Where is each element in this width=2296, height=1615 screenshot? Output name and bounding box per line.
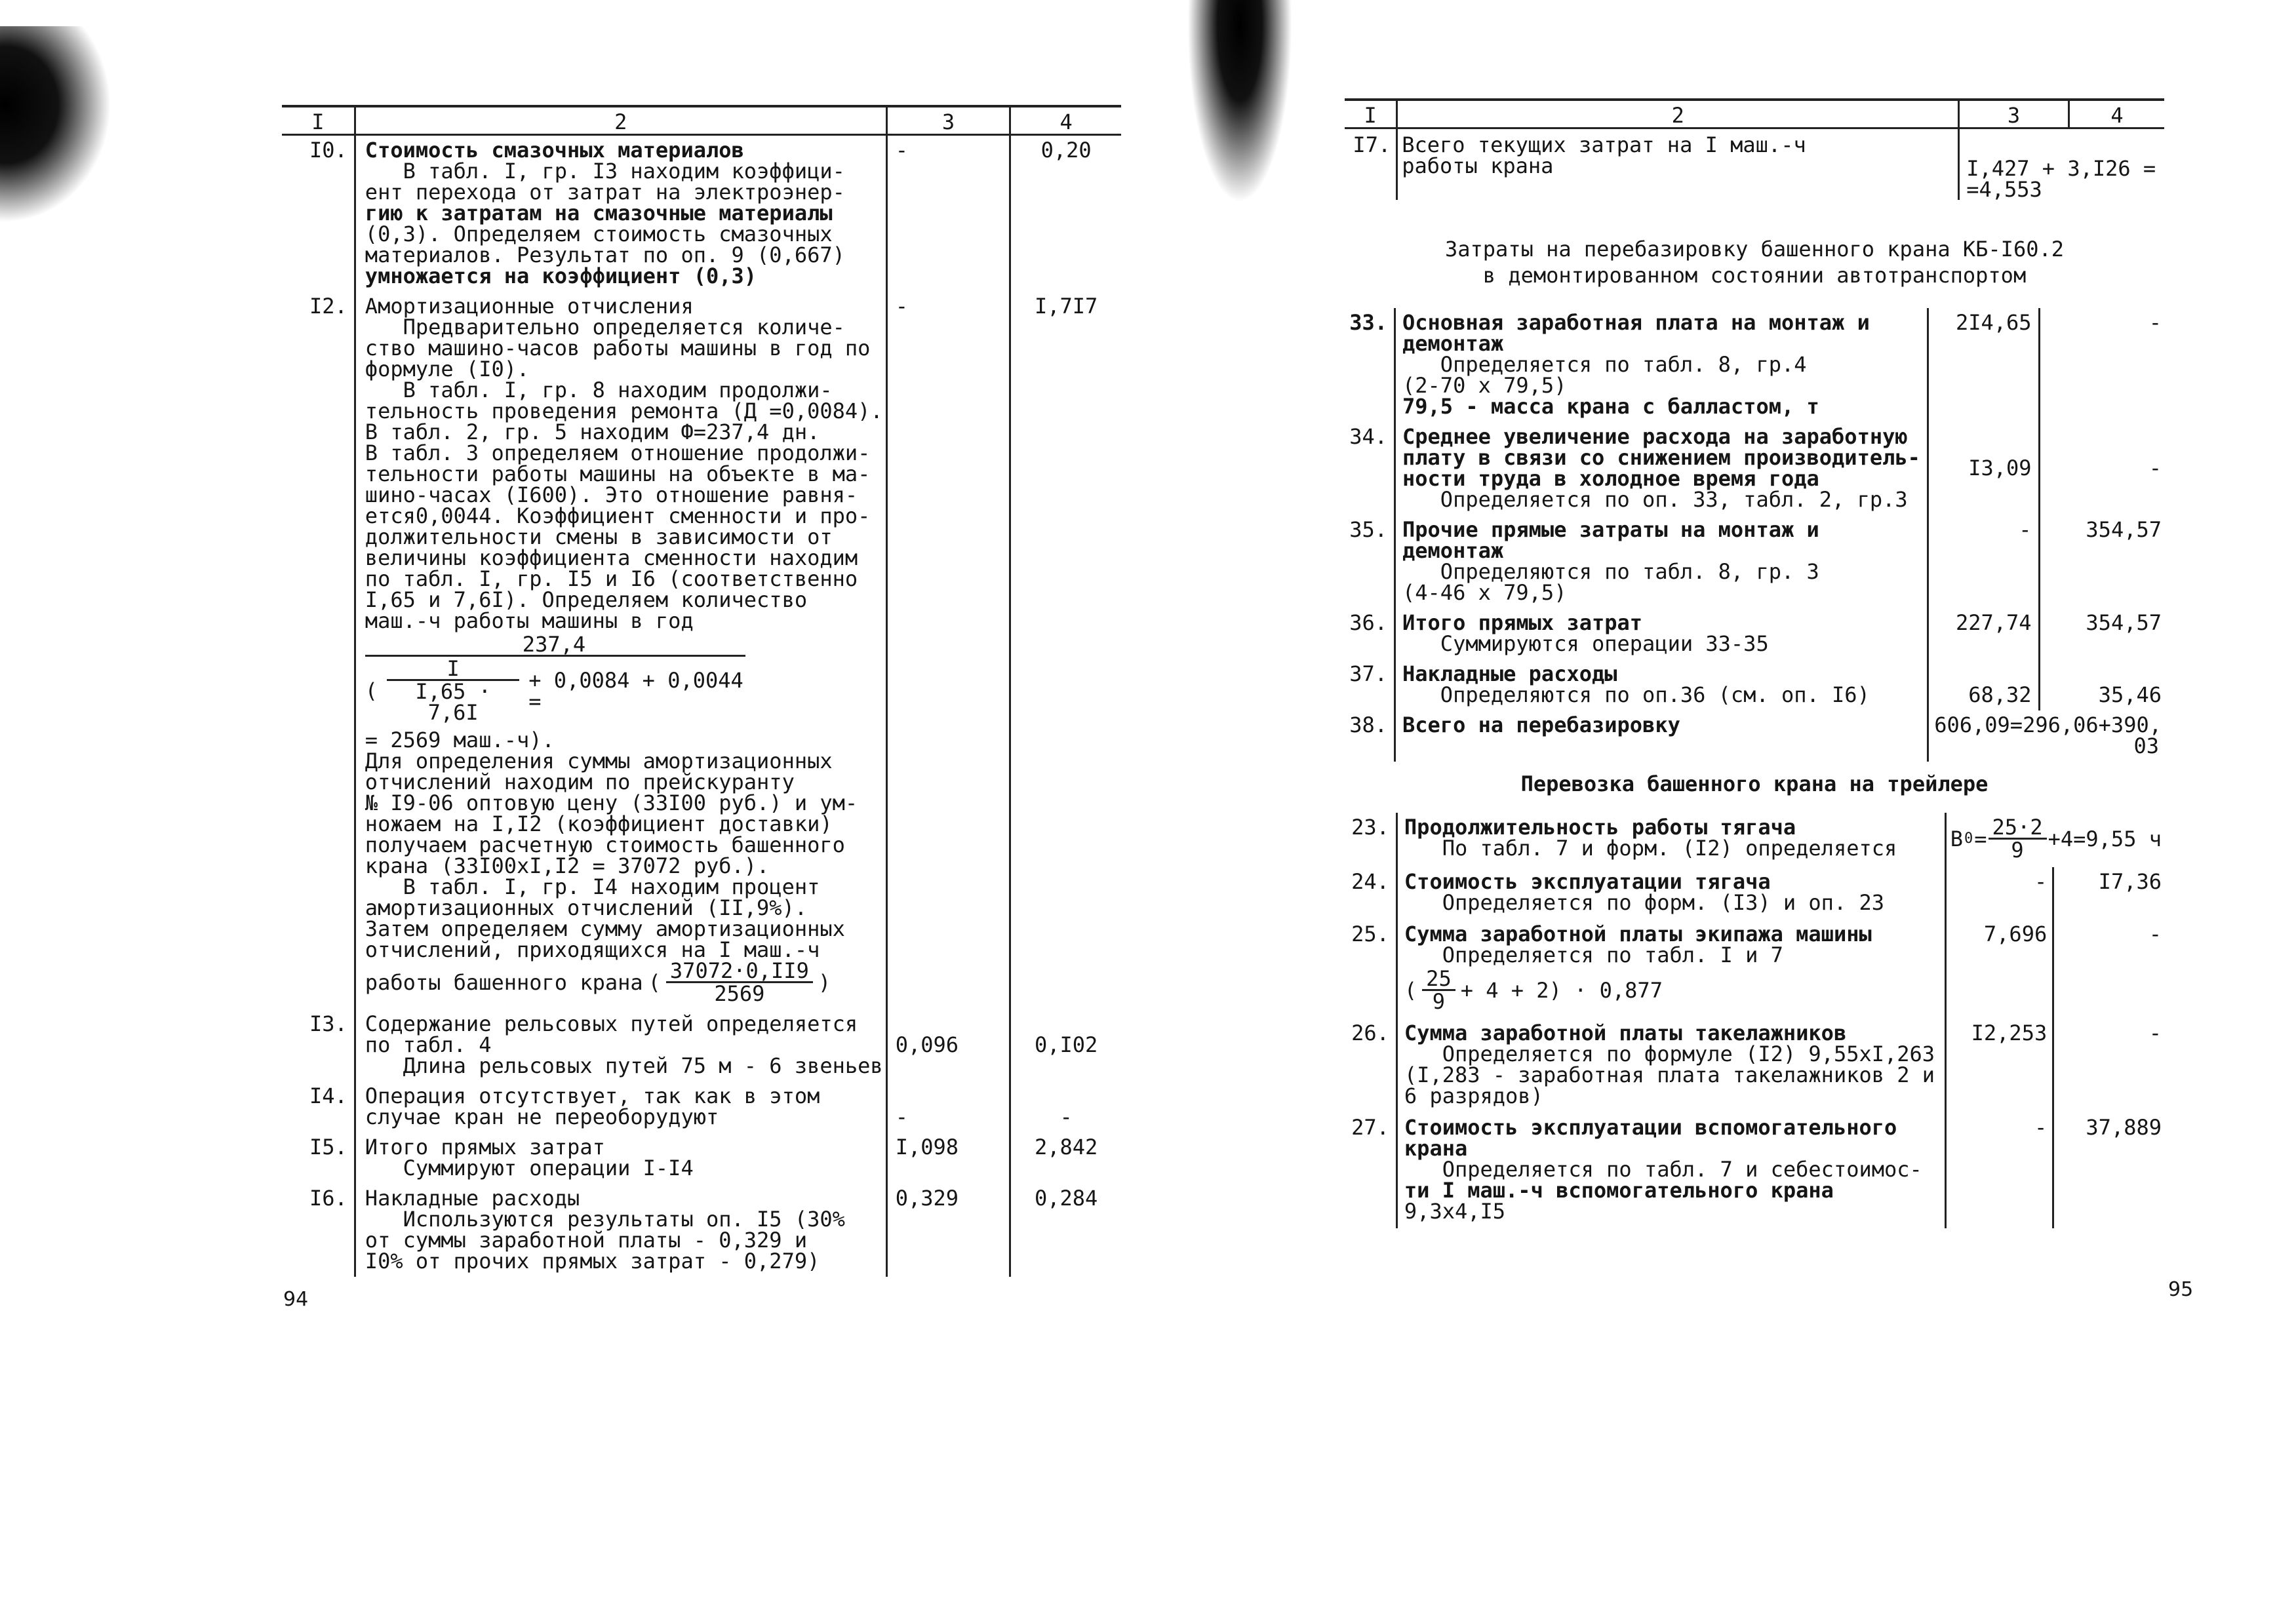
value-col4: - [2148, 310, 2162, 335]
col-header-4: 4 [2068, 100, 2164, 128]
row-text [1396, 920, 1945, 1019]
table-row [1345, 659, 2164, 710]
text-line: № I9-06 оптовую цену (33I00 руб.) и ум- [365, 790, 858, 815]
row-text [355, 135, 886, 292]
text-line: формуле (I0). [365, 357, 530, 381]
formula-subscript: 0 [1964, 830, 1973, 847]
table-row [1345, 710, 2164, 762]
row-text [1395, 659, 1928, 710]
value-col4: 2,842 [1034, 1135, 1098, 1159]
value-col3: - [886, 1081, 1010, 1133]
col-header-3: 3 [1959, 100, 2069, 128]
row-number: 35. [1349, 517, 1387, 542]
table-row [1345, 515, 2164, 608]
col-header-2: 2 [355, 106, 886, 135]
formula-numerator: 25 [1422, 968, 1455, 991]
text-line: гию к затратам на смазочные материалы [365, 201, 833, 225]
formula-tail: + 4 + 2) · 0,877 [1460, 977, 1663, 1003]
formula-top: 237,4 [522, 632, 586, 657]
text-line: Операция отсутствует, так как в этом [365, 1083, 820, 1108]
row-number: I6. [309, 1186, 347, 1211]
text-line: крана (33I00xI,I2 = 37072 руб.). [365, 853, 770, 878]
text-line: 79,5 - масса крана с балластом, т [1402, 394, 1819, 419]
table-row [1345, 308, 2164, 422]
left-table [282, 105, 1121, 1277]
col-header-1: I [1345, 100, 1397, 128]
total-value [1959, 128, 2164, 201]
text-line: крана [1404, 1136, 1468, 1161]
text-line: Накладные расходы [365, 1186, 580, 1211]
text-line: отчислений находим по прейскуранту [365, 769, 795, 794]
value-col3: 68,32 [1928, 659, 2039, 710]
text-line: ется0,0044. Коэффициент сменности и про- [365, 503, 871, 528]
table-row [282, 1009, 1121, 1081]
value-col3: I2,253 [1945, 1019, 2053, 1113]
right-table-trailer [1345, 813, 2164, 1228]
row-text [1395, 422, 1928, 515]
value-col4: I,7I7 [1034, 294, 1098, 319]
row-number: 25. [1351, 922, 1389, 946]
row-text [1396, 867, 1945, 920]
formula-hours: 237,4 ( $\frac{I}{I,65 \cdot 7,6I}$ + 0,0084 + 0,0044 = [365, 631, 883, 730]
text-line: Сумма заработной платы такелажников [1404, 1021, 1847, 1045]
text-line: плату в связи со снижением производитель- [1402, 445, 1920, 470]
text-line: Определяется по форм. (I3) и оп. 23 [1404, 890, 1884, 915]
text-line: По табл. 7 и форм. (I2) определяется [1404, 836, 1897, 861]
row-text [1395, 308, 1928, 422]
text-line: величины коэффициента сменности находим [365, 545, 858, 570]
text-line: (4-46 x 79,5) [1402, 580, 1567, 605]
text-line: (0,3). Определяем стоимость смазочных [365, 222, 833, 246]
table-row [1345, 128, 2164, 201]
text-line: Определяются по оп.36 (см. оп. I6) [1402, 682, 1870, 707]
text-line: В табл. 2, гр. 5 находим Ф=237,4 дн. [365, 419, 820, 444]
formula-numerator: I [387, 658, 519, 681]
text-line: В табл. I, гр. 8 находим продолжи- [365, 378, 833, 402]
text-line: Затраты на перебазировку башенного крана КБ-I60.2 [1444, 237, 2064, 262]
text-line: Стоимость эксплуатации тягача [1404, 869, 1771, 894]
text-line: (I,283 - заработная плата такелажников 2 и [1404, 1062, 1935, 1087]
text-line: материалов. Результат по оп. 9 (0,667) [365, 243, 845, 267]
text-line: 03 [2133, 733, 2159, 758]
value-col3: - [1928, 515, 2039, 608]
row-number: I0. [309, 138, 347, 163]
text-line: Стоимость эксплуатации вспомогательного [1404, 1115, 1897, 1140]
formula-crew: ( $\frac{25}{9}$ + 4 + 2) · 0,877 [1404, 966, 1663, 1014]
value-col4: 354,57 [2086, 610, 2162, 635]
text-line: Накладные расходы [1402, 661, 1617, 686]
text-line: от суммы заработной платы - 0,329 и [365, 1228, 808, 1253]
row-number: 33. [1349, 310, 1387, 335]
table-row [1345, 867, 2164, 920]
value-col3: 7,696 [1945, 920, 2053, 1019]
text-line: умножается на коэффициент (0,3) [365, 263, 757, 288]
text-line: Определяется по табл. 7 и себестоимос- [1404, 1157, 1922, 1182]
text-line: 606,09=296,06+390, [1934, 712, 2162, 737]
row-text [355, 1009, 886, 1081]
text-line: Определяется по оп. 33, табл. 2, гр.3 [1402, 487, 1908, 512]
scan-shadow [1187, 0, 1292, 203]
text-line: случае кран не переоборудуют [365, 1104, 719, 1129]
right-page [1148, 0, 2296, 1615]
text-line: ство машино-часов работы машины в год по [365, 336, 871, 360]
col-header-3: 3 [886, 106, 1010, 135]
row-number: I4. [309, 1083, 347, 1108]
formula-tail: +4=9,55 ч [2048, 826, 2162, 851]
row-text [1395, 515, 1928, 608]
right-table-top [1345, 98, 2164, 200]
table-header-row [282, 106, 1121, 135]
row-number: 34. [1349, 424, 1387, 449]
formula-denominator: 2569 [714, 981, 765, 1006]
text-line: Среднее увеличение расхода на заработную [1402, 424, 1908, 449]
text-line: Определяется по формуле (I2) 9,55xI,263 [1404, 1041, 1935, 1066]
text-line: Для определения суммы амортизационных [365, 749, 833, 773]
table-row [282, 135, 1121, 292]
text-line: I,65 и 7,6I). Определяем количество [365, 587, 808, 612]
text-line: по табл. 4 [365, 1032, 492, 1057]
row-text: Амортизационные отчисления Предварительно определяется количе- ство машино-часов работы машины в год по формуле (I0). В табл. I, гр. 8 находим продолжи- тельность проведения ремонта (Д =0,0084). В табл. 2, гр. 5 находим Ф=237,4 дн. В табл. 3 определяем отношение продолжи- тельности работы машины на объекте в ма- шино-часах (I600). Это отношение равня- ется0,0044. Коэффициент сменности и про- должительности смены в зависимости от величины коэффициента сменности находим по табл. I, гр. I5 и I6 (соответственно I,65 и 7,6I). Определяем количество маш.-ч работы машины в год 237,4 ( $\frac{I}{I,65 \cdot 7,6I}$ + 0,0084 + 0,0044 = = 2569 маш.-ч). Для определения суммы амортизационных отчислений находим по прейскуранту № I9-06 оптовую цену (33I00 руб.) и ум- ножаем на I,I2 (коэффициент доставки) получаем расчетную стоимость башенного крана (33I00xI,I2 = 37072 руб.). В табл. I, гр. I4 находим процент амортизационных отчислений (II,9%). Затем определяем сумму амортизационных отчислений, приходящихся на I маш.-ч работы башенного крана ( $\frac{37072\cdot 0,II9}{2569}$ ) [355, 292, 886, 1009]
formula-fraction [1989, 817, 2047, 861]
table-row [282, 1184, 1121, 1277]
value-col4: - [1059, 1104, 1073, 1129]
formula-symbol: B [1950, 826, 1964, 851]
value-col4: 0,284 [1034, 1186, 1098, 1211]
row-text [1395, 710, 1928, 762]
formula-denominator: I,65 · 7,6I [415, 679, 491, 725]
text-line: Определяются по табл. 8, гр. 3 [1402, 559, 1819, 584]
row-number: 24. [1351, 869, 1389, 894]
formula-duration: B 0 = $\frac{25\cdot 2}{9}$ +4=9,55 ч [1950, 815, 2162, 863]
text-line: работы башенного крана [365, 969, 643, 995]
row-number: 23. [1351, 815, 1389, 840]
value-col4: - [2148, 922, 2162, 946]
value-col3: - [1945, 867, 2053, 920]
formula-tail: + 0,0084 + 0,0044 = [528, 667, 743, 714]
text-line: по табл. I, гр. I5 и I6 (соответственно [365, 566, 858, 591]
value-col4: 0,I02 [1034, 1032, 1098, 1057]
text-line: 6 разрядов) [1404, 1083, 1543, 1108]
table-row [282, 292, 1121, 1009]
scan-shadow [0, 26, 111, 223]
text-line: 9,3x4,I5 [1404, 1199, 1506, 1224]
text-line: тельность проведения ремонта (Д =0,0084). [365, 399, 883, 423]
text-line: в демонтированном состоянии автотранспортом [1482, 263, 2027, 288]
table-row [1345, 422, 2164, 515]
text-line: ти I маш.-ч вспомогательного крана [1404, 1178, 1834, 1203]
row-number: I2. [309, 294, 347, 319]
text-line: Итого прямых затрат [365, 1135, 605, 1159]
text-line: шино-часах (I600). Это отношение равня- [365, 482, 858, 507]
table-row [282, 1133, 1121, 1184]
row-number: 37. [1349, 661, 1387, 686]
text-line: ности труда в холодное время года [1402, 466, 1819, 491]
text-line: Прочие прямые затраты на монтаж и демонтаж [1402, 517, 1819, 563]
text-line: = 2569 маш.-ч). [365, 728, 555, 752]
text-line: тельности работы машины на объекте в ма- [365, 461, 871, 486]
text-line: Суммируются операции 33-35 [1402, 631, 1769, 656]
text-line: работы крана [1402, 153, 1554, 178]
value-col3: 227,74 [1928, 608, 2039, 659]
text-line: ножаем на I,I2 (коэффициент доставки) [365, 811, 833, 836]
text-line: ент перехода от затрат на электроэнер- [365, 180, 845, 204]
value-col3: - [886, 292, 1010, 1009]
row-number: 36. [1349, 610, 1387, 635]
text-line: Амортизационные отчисления [365, 294, 694, 319]
row-text [1396, 1113, 1945, 1228]
value-col3: 0,329 [886, 1184, 1010, 1277]
text-line: В табл. 3 определяем отношение продолжи- [365, 440, 871, 465]
value-col3: - [1945, 1113, 2053, 1228]
section-title-relocation [1345, 236, 2164, 288]
page-number: 94 [283, 1288, 309, 1311]
value-col3: I3,09 [1928, 422, 2039, 515]
text-line: Основная заработная плата на монтаж и [1402, 310, 1870, 335]
row-number: I3. [309, 1011, 347, 1036]
text-line: Определяется по табл. I и 7 [1404, 943, 1783, 967]
text-line: Итого прямых затрат [1402, 610, 1643, 635]
value-col4: I7,36 [2098, 869, 2162, 894]
value-col4: 37,889 [2086, 1115, 2162, 1140]
col-header-2: 2 [1397, 100, 1959, 128]
value-col3: 0,096 [886, 1009, 1010, 1081]
row-text [1395, 608, 1928, 659]
text-line: Всего на перебазировку [1402, 712, 1680, 737]
text-line: получаем расчетную стоимость башенного [365, 832, 845, 857]
text-line: Предварительно определяется количе- [365, 315, 845, 340]
row-number: I7. [1353, 132, 1391, 157]
value-col4: 35,46 [2098, 682, 2162, 707]
table-row [1345, 813, 2164, 867]
table-row [1345, 1019, 2164, 1113]
text-line: В табл. I, гр. I3 находим коэффици- [365, 159, 845, 184]
value-col4: 0,20 [1040, 138, 1092, 163]
text-line: Затем определяем сумму амортизационных [365, 916, 845, 941]
row-text [1396, 1019, 1945, 1113]
text-line: Используются результаты оп. I5 (30% [365, 1207, 845, 1232]
total-value [1928, 710, 2164, 762]
row-text [1396, 813, 1945, 867]
text-line: должительности смены в зависимости от [365, 524, 833, 549]
table-row [1345, 608, 2164, 659]
formula-fraction [387, 658, 519, 723]
text-line: отчислений, приходящихся на I маш.-ч [365, 937, 820, 962]
value-col3: - [886, 135, 1010, 292]
text-line: Суммируют операции I-I4 [365, 1156, 694, 1180]
text-line: Стоимость смазочных материалов [365, 138, 744, 163]
text-line: Продолжительность работы тягача [1404, 815, 1796, 840]
value-col3: I,098 [886, 1133, 1010, 1184]
text-line: маш.-ч работы машины в год [365, 608, 694, 633]
page-number: 95 [2168, 1278, 2194, 1301]
formula-numerator: 37072·0,II9 [666, 960, 813, 983]
col-header-1: I [282, 106, 355, 135]
table-row [282, 1081, 1121, 1133]
text-line: (2-70 x 79,5) [1402, 373, 1567, 398]
table-row [1345, 1113, 2164, 1228]
row-text [355, 1184, 886, 1277]
row-number: 27. [1351, 1115, 1389, 1140]
formula-denominator: 9 [2011, 838, 2024, 863]
right-table-relocation [1345, 308, 2164, 762]
text-line: амортизационных отчислений (II,9%). [365, 895, 808, 920]
row-text [1397, 128, 1959, 201]
value-col3: 2I4,65 [1928, 308, 2039, 422]
row-number: I5. [309, 1135, 347, 1159]
text-line: В табл. I, гр. I4 находим процент [365, 874, 820, 899]
formula-denominator: 9 [1432, 989, 1446, 1014]
text-line: Длина рельсовых путей 75 м - 6 звеньев [365, 1053, 883, 1078]
text-line: Всего текущих затрат на I маш.-ч [1402, 132, 1806, 157]
formula-numerator: 25·2 [1989, 817, 2047, 840]
text-line: =4,553 [1966, 177, 2042, 202]
text-line: Сумма заработной платы экипажа машины [1404, 922, 1872, 946]
row-number: 38. [1349, 712, 1387, 737]
section-title-trailer: Перевозка башенного крана на трейлере [1520, 771, 1989, 796]
table-row [1345, 920, 2164, 1019]
text-line: Содержание рельсовых путей определяется [365, 1011, 858, 1036]
text-line: демонтаж [1402, 331, 1504, 356]
text-line: I,427 + 3,I26 = [1966, 156, 2156, 181]
col-header-4: 4 [1010, 106, 1121, 135]
text-line: Определяется по табл. 8, гр.4 [1402, 352, 1807, 377]
formula-fraction [666, 960, 813, 1004]
table-header-row [1345, 100, 2164, 128]
text-line: I0% от прочих прямых затрат - 0,279) [365, 1249, 820, 1274]
row-text [355, 1133, 886, 1184]
row-text [355, 1081, 886, 1133]
row-number: 26. [1351, 1021, 1389, 1045]
value-col4: 354,57 [2086, 517, 2162, 542]
formula-fraction [1422, 968, 1455, 1012]
value-col4: - [2148, 1021, 2162, 1045]
value-col4: - [2148, 456, 2162, 480]
